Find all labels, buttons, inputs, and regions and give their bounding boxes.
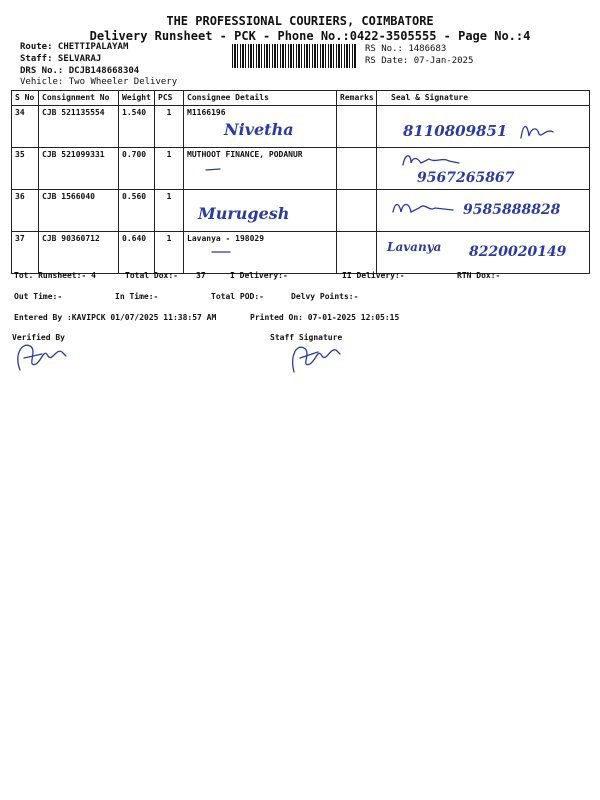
column-header-sno: S No: [12, 91, 39, 106]
total-dox-value: 37: [196, 271, 206, 280]
table-row: [12, 232, 590, 274]
cell-weight: 0.560: [119, 190, 155, 232]
handwritten-name: Murugesh: [198, 204, 290, 223]
cell-consignment: CJB 521135554: [39, 106, 119, 148]
cell-pcs: 1: [155, 232, 184, 274]
rs-number: RS No.: 1486683: [365, 44, 447, 54]
cell-remarks: [337, 106, 377, 148]
in-time-label: In Time:-: [115, 292, 159, 301]
cell-consignee: [184, 106, 337, 148]
cell-sno: 34: [12, 106, 39, 148]
cell-consignee: [184, 148, 337, 190]
cell-sno: 35: [12, 148, 39, 190]
entered-by: Entered By :KAVIPCK 01/07/2025 11:38:57 AM: [14, 313, 217, 322]
consignee-text: Lavanya - 198029: [187, 234, 265, 243]
signature-scribble: [399, 151, 469, 169]
cell-weight: 0.640: [119, 232, 155, 274]
rtn-dox-label: RTN Dox:-: [457, 271, 501, 280]
signature-scribble: [389, 198, 459, 218]
handwritten-name: Nivetha: [224, 120, 294, 139]
table-row: [12, 106, 590, 148]
handwritten-phone: 8220020149: [469, 244, 567, 260]
runsheet-subtitle: Delivery Runsheet - PCK - Phone No.:0422-3505555 - Page No.:4: [89, 29, 531, 43]
handwritten-phone: 9567265867: [417, 170, 515, 186]
out-time-label: Out Time:-: [14, 292, 63, 301]
rs-date: RS Date: 07-Jan-2025: [365, 56, 474, 66]
document-title: THE PROFESSIONAL COURIERS, COIMBATORE: [166, 14, 434, 28]
cell-remarks: [337, 190, 377, 232]
column-header-pcs: PCS: [155, 91, 184, 106]
handwritten-name: Lavanya: [387, 240, 442, 254]
pen-mark: [204, 166, 224, 174]
cell-consignment: CJB 90360712: [39, 232, 119, 274]
delivery-points-label: Delvy Points:-: [291, 292, 359, 301]
cell-weight: 0.700: [119, 148, 155, 190]
consignee-text: MUTHOOT FINANCE, PODANUR: [187, 150, 303, 159]
table-row: [12, 148, 590, 190]
printed-on: Printed On: 07-01-2025 12:05:15: [250, 313, 400, 322]
handwritten-phone: 8110809851: [403, 122, 508, 140]
cell-consignment: CJB 1566040: [39, 190, 119, 232]
total-dox-label: Total Dox:-: [125, 271, 178, 280]
cell-sno: 37: [12, 232, 39, 274]
staff-label: Staff: SELVARAJ: [20, 54, 102, 64]
cell-remarks: [337, 232, 377, 274]
ii-delivery-label: II Delivery:-: [342, 271, 405, 280]
cell-weight: 1.540: [119, 106, 155, 148]
column-header-consignment: Consignment No: [39, 91, 119, 106]
route-label: Route: CHETTIPALAYAM: [20, 42, 129, 52]
table-row: [12, 190, 590, 232]
handwritten-phone: 9585888828: [463, 202, 561, 218]
cell-signature: [377, 106, 590, 148]
cell-pcs: 1: [155, 106, 184, 148]
staff-signature-label: Staff Signature: [270, 333, 343, 342]
cell-pcs: 1: [155, 148, 184, 190]
i-delivery-label: I Delivery:-: [230, 271, 288, 280]
total-runsheet: Tot. Runsheet:- 4: [14, 271, 96, 280]
pen-mark: [210, 248, 234, 256]
cell-pcs: 1: [155, 190, 184, 232]
cell-signature: [377, 232, 590, 274]
column-header-signature: Seal & Signature: [377, 91, 590, 106]
cell-signature: [377, 148, 590, 190]
table-header-row: [12, 91, 590, 106]
verified-signature-scribble: [12, 334, 72, 376]
cell-consignee: [184, 190, 337, 232]
verified-by-label: Verified By: [12, 333, 65, 342]
vehicle-label: Vehicle: Two Wheeler Delivery: [20, 77, 178, 87]
cell-signature: [377, 190, 590, 232]
column-header-consignee: Consignee Details: [184, 91, 337, 106]
consignee-text: M1166196: [187, 108, 226, 117]
cell-sno: 36: [12, 190, 39, 232]
drs-number: DRS No.: DCJB148668304: [20, 66, 140, 76]
signature-scribble: [517, 120, 557, 142]
barcode: [232, 44, 356, 68]
runsheet-table: [11, 90, 590, 274]
cell-consignment: CJB 521099331: [39, 148, 119, 190]
staff-signature-scribble: [286, 334, 346, 376]
cell-remarks: [337, 148, 377, 190]
column-header-weight: Weight: [119, 91, 155, 106]
column-header-remarks: Remarks: [337, 91, 377, 106]
total-pod-label: Total POD:-: [211, 292, 264, 301]
cell-consignee: [184, 232, 337, 274]
